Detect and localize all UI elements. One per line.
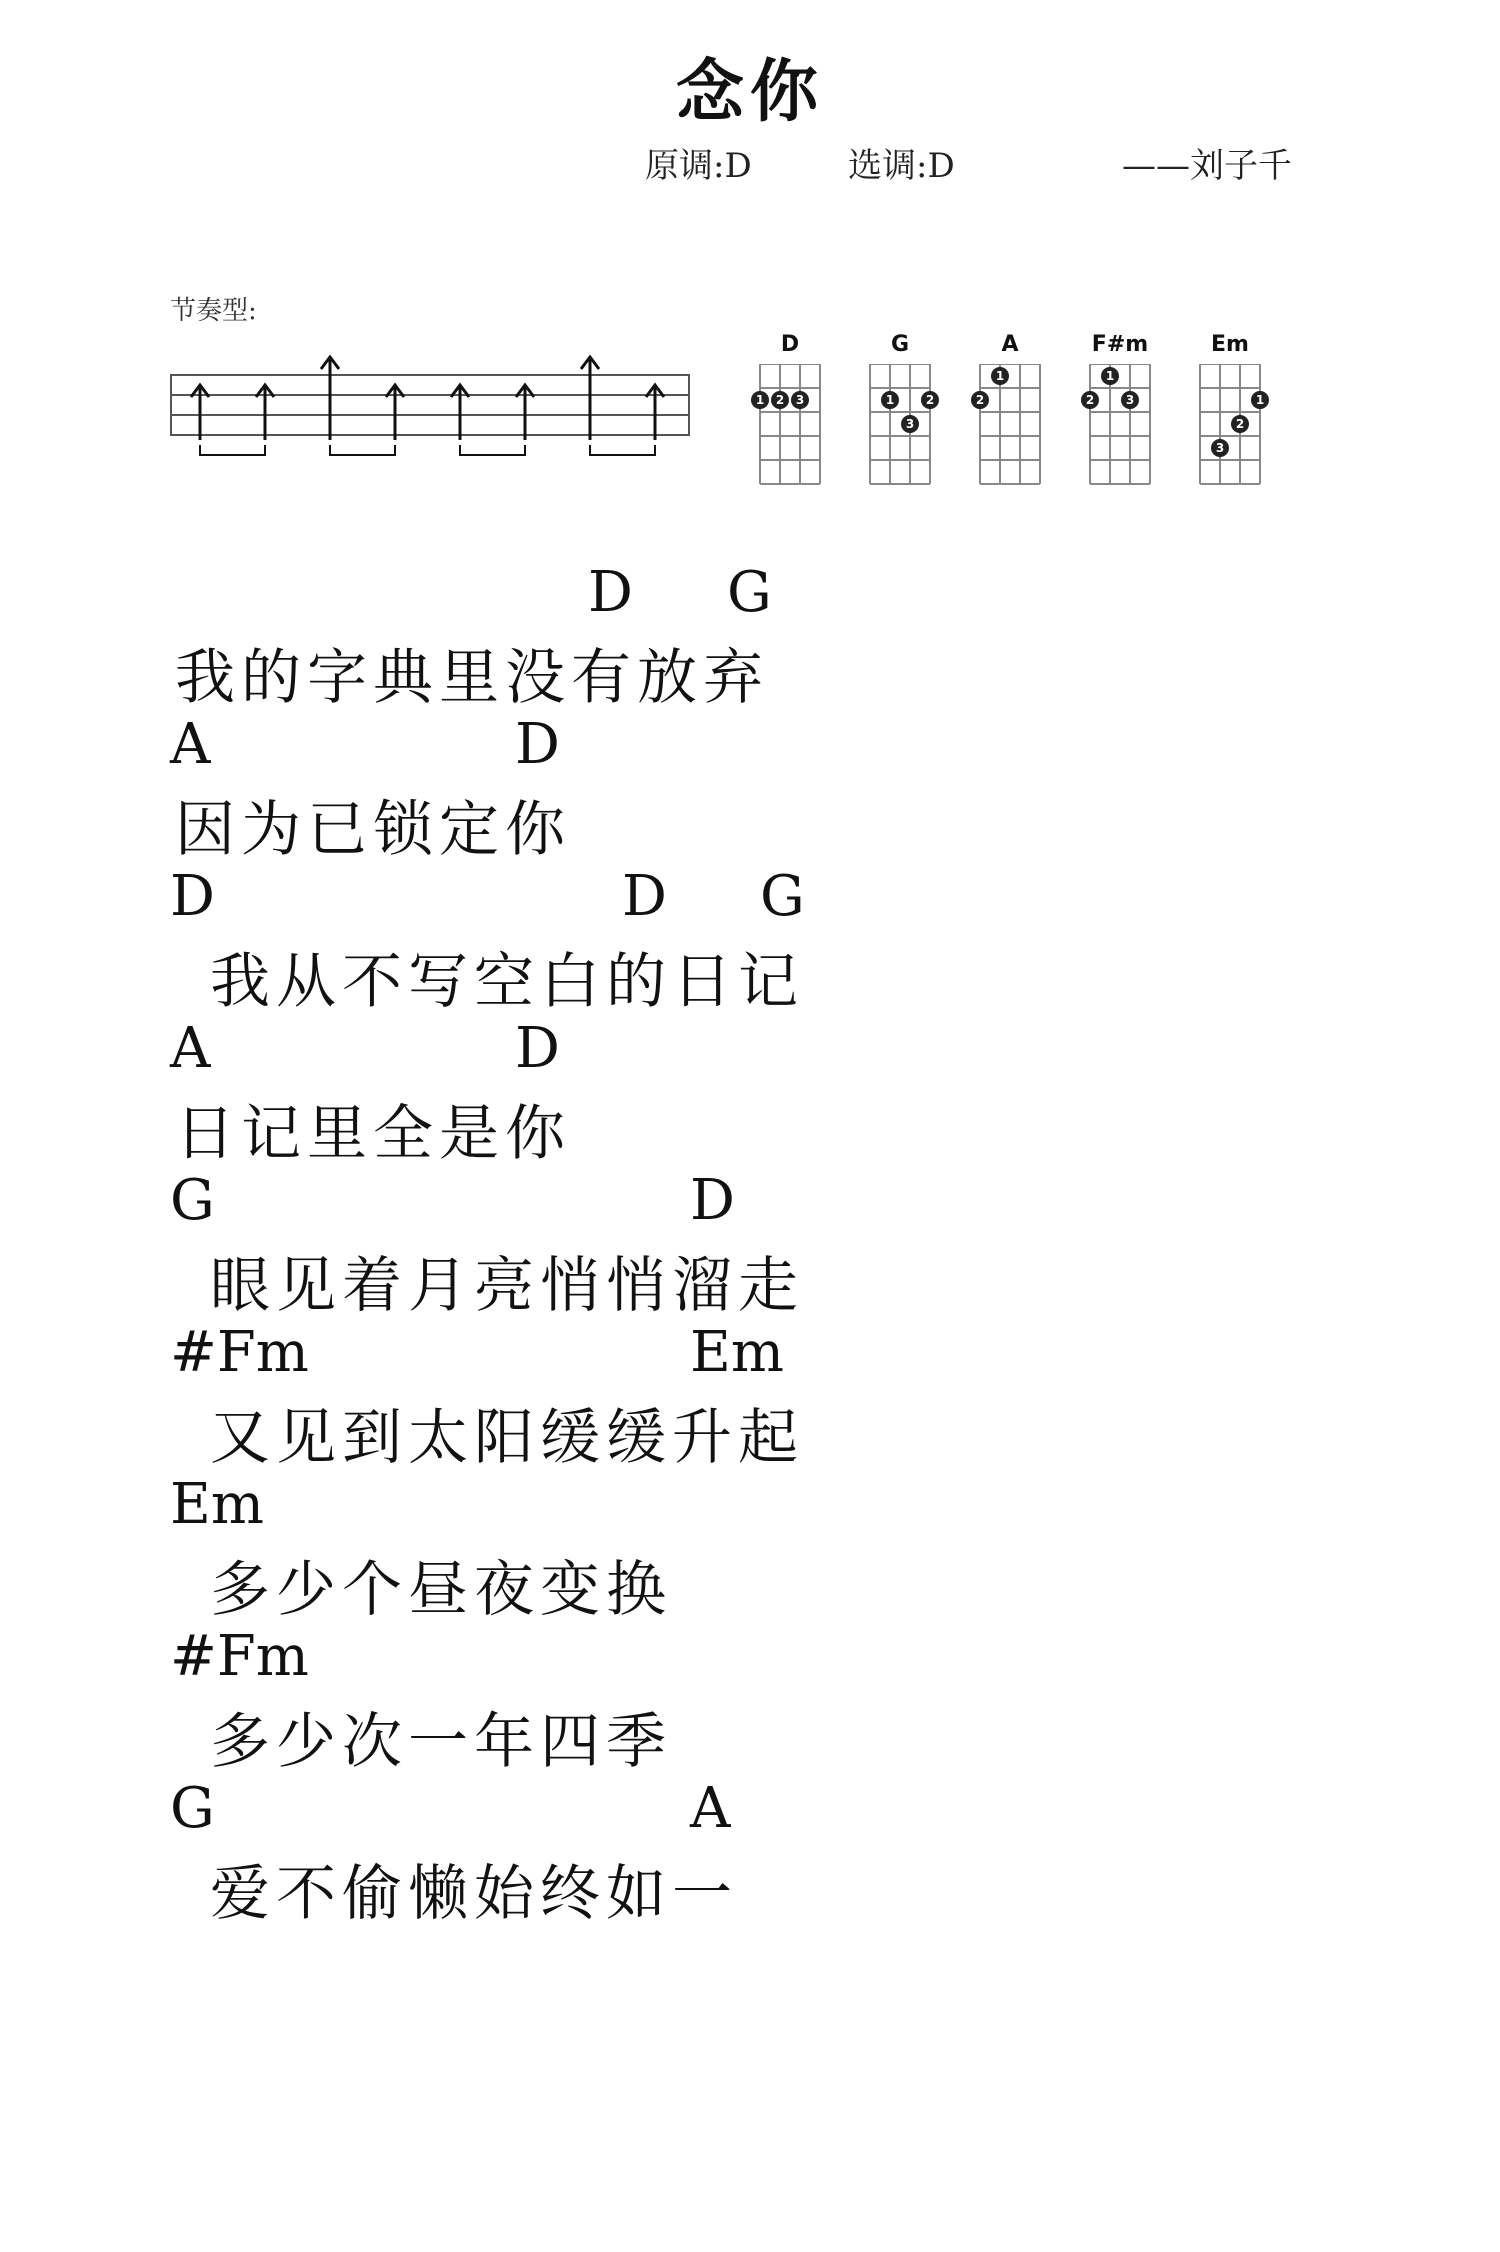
svg-text:3: 3 <box>905 417 915 431</box>
svg-text:2: 2 <box>925 393 935 407</box>
svg-text:1: 1 <box>995 369 1005 383</box>
rhythm-pattern <box>170 355 690 475</box>
selected-key: 选调:D <box>848 146 955 186</box>
rhythm-beam <box>330 445 395 455</box>
chord-label: D <box>690 1168 735 1233</box>
chord-diagram-g <box>855 332 945 492</box>
chord-diagram-fsharp-m <box>1075 332 1165 492</box>
svg-text:2: 2 <box>975 393 985 407</box>
lyric-line: 我从不写空白的日记 <box>210 947 804 1017</box>
chord-label: D <box>170 864 215 929</box>
chord-diagram-d <box>745 332 835 492</box>
svg-text:2: 2 <box>1235 417 1245 431</box>
original-key: 原调:D <box>645 146 752 186</box>
chord-label: A <box>690 1776 731 1841</box>
lyric-line: 多少次一年四季 <box>210 1707 672 1777</box>
chord-name: F#m <box>1091 332 1149 357</box>
chord-label: G <box>170 1776 215 1841</box>
chord-label: Em <box>690 1320 784 1385</box>
chord-label: #Fm <box>170 1624 309 1689</box>
lyric-line: 日记里全是你 <box>175 1099 571 1169</box>
ukulele-chord-diagram-icon <box>1075 364 1165 524</box>
svg-text:1: 1 <box>885 393 895 407</box>
svg-text:3: 3 <box>795 393 805 407</box>
chord-name: G <box>890 332 910 357</box>
rhythm-beam <box>590 445 655 455</box>
lyric-line: 眼见着月亮悄悄溜走 <box>210 1251 804 1321</box>
chord-label: A <box>170 1016 211 1081</box>
chord-label: G <box>170 1168 215 1233</box>
song-title: 念你 <box>675 52 824 132</box>
ukulele-chord-diagram-icon <box>745 364 835 524</box>
chord-diagram-a <box>965 332 1055 492</box>
svg-text:1: 1 <box>1255 393 1265 407</box>
svg-text:2: 2 <box>1085 393 1095 407</box>
chord-label: D <box>588 560 633 625</box>
rhythm-beam <box>460 445 525 455</box>
chord-label: #Fm <box>170 1320 309 1385</box>
chord-label: A <box>170 712 211 777</box>
lyric-line: 多少个昼夜变换 <box>210 1555 672 1625</box>
svg-text:2: 2 <box>775 393 785 407</box>
chord-label: D <box>515 712 560 777</box>
chord-label: D <box>515 1016 560 1081</box>
ukulele-chord-diagram-icon <box>855 364 945 524</box>
chord-label: D <box>622 864 667 929</box>
rhythm-label: 节奏型: <box>170 296 257 326</box>
artist-name: ——刘子千 <box>1122 146 1292 186</box>
svg-text:1: 1 <box>1105 369 1115 383</box>
lyric-line: 我的字典里没有放弃 <box>175 643 769 713</box>
chord-name: A <box>1001 332 1019 357</box>
svg-text:1: 1 <box>755 393 765 407</box>
svg-text:3: 3 <box>1125 393 1135 407</box>
chord-diagram-em <box>1185 332 1275 492</box>
lyric-line: 又见到太阳缓缓升起 <box>210 1403 804 1473</box>
chord-label: G <box>727 560 772 625</box>
chord-label: Em <box>170 1472 264 1537</box>
lyric-line: 因为已锁定你 <box>175 795 571 865</box>
chord-name: D <box>780 332 800 357</box>
svg-text:3: 3 <box>1215 441 1225 455</box>
lyric-line: 爱不偷懒始终如一 <box>210 1859 738 1929</box>
chord-label: G <box>760 864 805 929</box>
ukulele-chord-diagram-icon <box>1185 364 1275 524</box>
ukulele-chord-diagram-icon <box>965 364 1055 524</box>
rhythm-beam <box>200 445 265 455</box>
chord-name: Em <box>1211 332 1249 357</box>
